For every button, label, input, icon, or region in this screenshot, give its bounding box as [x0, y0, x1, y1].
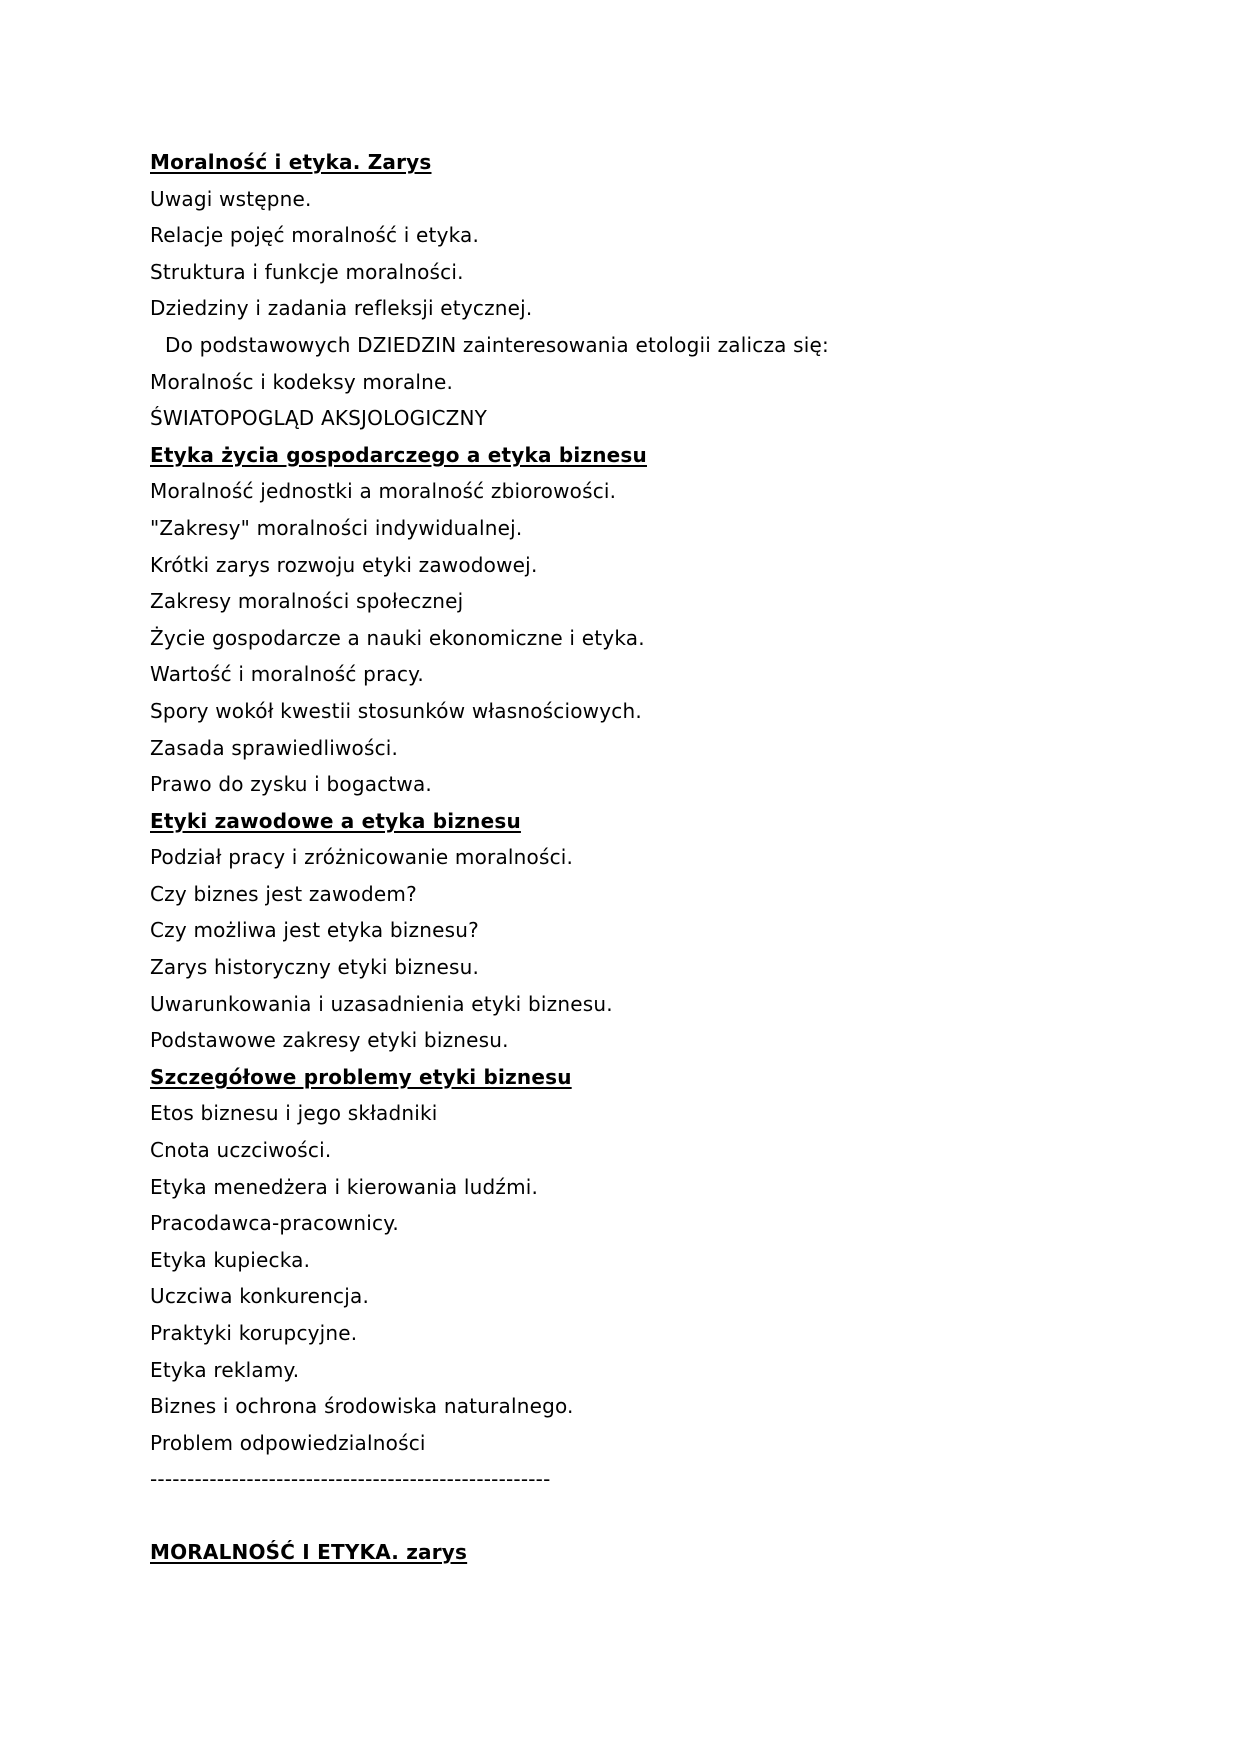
spacer	[150, 1498, 1150, 1534]
text-line: Pracodawca-pracownicy.	[150, 1211, 399, 1236]
text-line: Cnota uczciwości.	[150, 1138, 332, 1163]
text-line: ŚWIATOPOGLĄD AKSJOLOGICZNY	[150, 406, 488, 431]
text-line: "Zakresy" moralności indywidualnej.	[150, 515, 523, 540]
text-line: Zasada sprawiedliwości.	[150, 735, 399, 760]
separator-line: ------------------------------------------------------	[150, 1467, 551, 1492]
text-line: Uczciwa konkurencja.	[150, 1284, 370, 1309]
text-line: Podstawowe zakresy etyki biznesu.	[150, 1028, 509, 1053]
text-line: Uwarunkowania i uzasadnienia etyki biznesu.	[150, 991, 613, 1016]
text-line: Dziedziny i zadania refleksji etycznej.	[150, 296, 533, 321]
document-title: Moralność i etyka. Zarys	[150, 150, 432, 174]
text-line: Zakresy moralności społecznej	[150, 589, 464, 614]
text-line: Krótki zarys rozwoju etyki zawodowej.	[150, 552, 538, 577]
text-line: Relacje pojęć moralność i etyka.	[150, 223, 480, 248]
text-line: Czy biznes jest zawodem?	[150, 881, 417, 906]
section-heading: Szczegółowe problemy etyki biznesu	[150, 1064, 572, 1089]
text-line: Etyka menedżera i kierowania ludźmi.	[150, 1174, 539, 1199]
text-line: Życie gospodarcze a nauki ekonomiczne i etyka.	[150, 625, 645, 650]
document-body	[150, 144, 1150, 1571]
text-line: Zarys historyczny etyki biznesu.	[150, 955, 480, 980]
text-line: Problem odpowiedzialności	[150, 1430, 426, 1455]
text-line: Spory wokół kwestii stosunków własnościowych.	[150, 698, 642, 723]
section-heading: Etyka życia gospodarczego a etyka biznesu	[150, 442, 647, 467]
text-line: Biznes i ochrona środowiska naturalnego.	[150, 1394, 574, 1419]
text-line: Struktura i funkcje moralności.	[150, 259, 464, 284]
section-heading-final: MORALNOŚĆ I ETYKA. zarys	[150, 1539, 468, 1564]
text-line: Uwagi wstępne.	[150, 186, 312, 211]
text-line: Podział pracy i zróżnicowanie moralności.	[150, 845, 574, 870]
text-line: Etos biznesu i jego składniki	[150, 1101, 438, 1126]
text-line: Etyka reklamy.	[150, 1357, 300, 1382]
section-heading: Etyki zawodowe a etyka biznesu	[150, 808, 521, 833]
text-line: Moralnośc i kodeksy moralne.	[150, 369, 454, 394]
text-line: Etyka kupiecka.	[150, 1247, 311, 1272]
text-line: Do podstawowych DZIEDZIN zainteresowania etologii zalicza się:	[165, 332, 829, 357]
text-line: Prawo do zysku i bogactwa.	[150, 772, 432, 797]
text-line: Wartość i moralność pracy.	[150, 662, 424, 687]
text-line: Czy możliwa jest etyka biznesu?	[150, 918, 479, 943]
text-line: Praktyki korupcyjne.	[150, 1321, 358, 1345]
text-line: Moralność jednostki a moralność zbiorowości.	[150, 479, 617, 504]
